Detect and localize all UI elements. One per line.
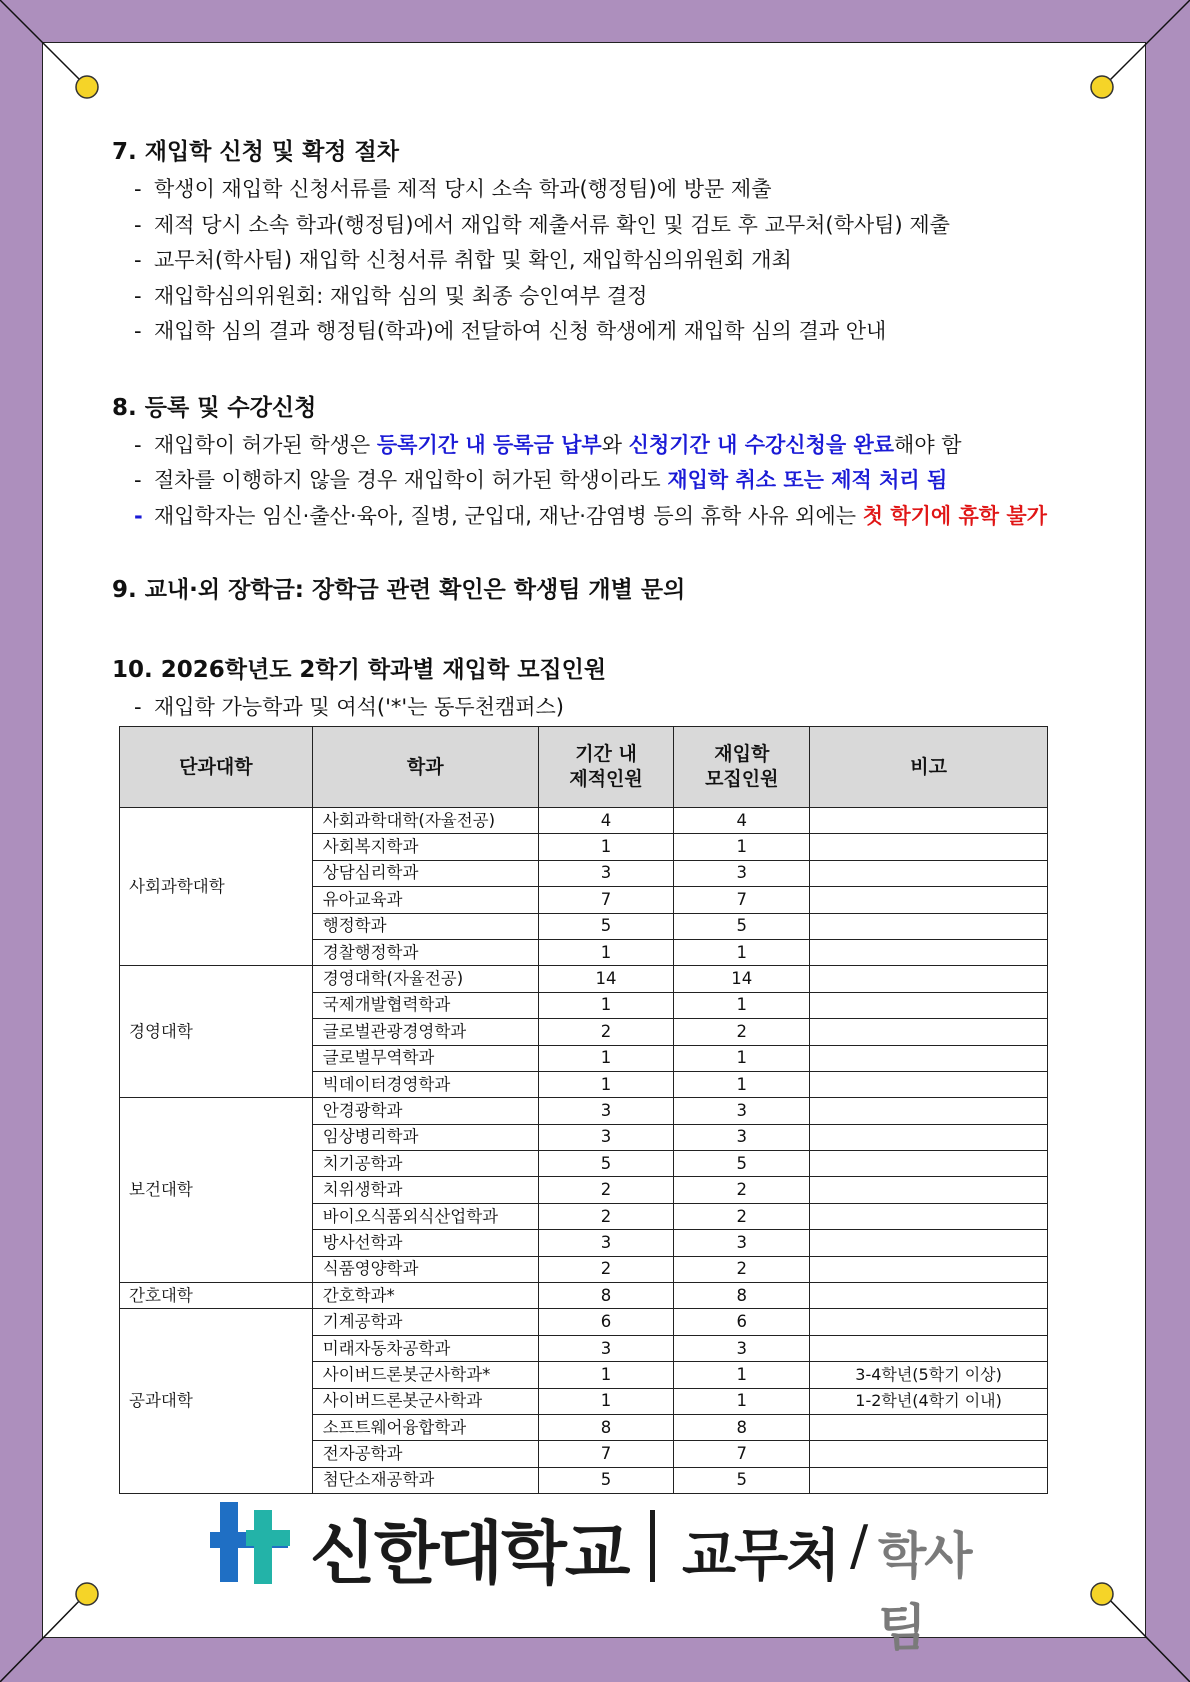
list-item: - 절차를 이행하지 않을 경우 재입학이 허가된 학생이라도 재입학 취소 또는 제적 처리 됨 — [134, 468, 948, 492]
list-item: - 재입학심의위원회: 재입학 심의 및 최종 승인여부 결정 — [134, 283, 648, 308]
enrolled-cell: 4 — [538, 808, 674, 834]
note-cell — [810, 1230, 1048, 1256]
dept-cell: 방사선학과 — [312, 1230, 538, 1256]
dept-cell: 사이버드론봇군사학과* — [312, 1362, 538, 1388]
quota-cell: 3 — [674, 1335, 810, 1361]
dept-cell: 전자공학과 — [312, 1441, 538, 1467]
college-cell: 경영대학 — [120, 966, 313, 1098]
dept-cell: 글로벌관광경영학과 — [312, 1019, 538, 1045]
dept-cell: 치위생학과 — [312, 1177, 538, 1203]
logo-divider — [650, 1510, 655, 1582]
dept-cell: 글로벌무역학과 — [312, 1045, 538, 1071]
enrolled-cell: 3 — [538, 1098, 674, 1124]
dept-cell: 사이버드론봇군사학과 — [312, 1388, 538, 1414]
note-cell — [810, 1309, 1048, 1335]
table-header-row — [120, 727, 1048, 808]
university-emblem-icon — [210, 1500, 290, 1586]
dept-cell: 유아교육과 — [312, 887, 538, 913]
office-name: 교무처 — [682, 1524, 839, 1589]
note-cell — [810, 992, 1048, 1018]
college-cell: 사회과학대학 — [120, 808, 313, 966]
section-8-title: 8. 등록 및 수강신청 — [112, 394, 317, 421]
quota-cell: 5 — [674, 913, 810, 939]
quota-cell: 7 — [674, 887, 810, 913]
quota-cell: 1 — [674, 992, 810, 1018]
table-row — [120, 966, 1048, 992]
quota-cell: 3 — [674, 860, 810, 886]
dept-cell: 치기공학과 — [312, 1151, 538, 1177]
document-content — [112, 132, 1072, 726]
quota-cell: 1 — [674, 1362, 810, 1388]
enrolled-cell: 2 — [538, 1019, 674, 1045]
note-cell — [810, 1203, 1048, 1229]
dept-cell: 임상병리학과 — [312, 1124, 538, 1150]
note-cell — [810, 939, 1048, 965]
section-10 — [112, 650, 1072, 726]
enrolled-cell: 1 — [538, 1045, 674, 1071]
quota-cell: 3 — [674, 1124, 810, 1150]
note-cell — [810, 966, 1048, 992]
enrolled-cell: 7 — [538, 887, 674, 913]
quota-cell: 1 — [674, 1071, 810, 1097]
section-8 — [112, 388, 1072, 535]
enrolled-cell: 5 — [538, 913, 674, 939]
dept-cell: 간호학과* — [312, 1283, 538, 1309]
dept-cell: 안경광학과 — [312, 1098, 538, 1124]
note-cell: 3-4학년(5학기 이상) — [810, 1362, 1048, 1388]
enrolled-cell: 3 — [538, 1335, 674, 1361]
header-quota: 재입학 모집인원 — [674, 727, 810, 808]
quota-cell: 2 — [674, 1203, 810, 1229]
list-item: - 제적 당시 소속 학과(행정팀)에서 재입학 제출서류 확인 및 검토 후 교무처(학사팀) 제출 — [134, 212, 950, 237]
note-cell — [810, 913, 1048, 939]
list-item: - 학생이 재입학 신청서류를 제적 당시 소속 학과(행정팀)에 방문 제출 — [134, 177, 772, 201]
dept-cell: 미래자동차공학과 — [312, 1335, 538, 1361]
enrolled-cell: 1 — [538, 992, 674, 1018]
note-cell — [810, 1177, 1048, 1203]
section-7-title: 7. 재입학 신청 및 확정 절차 — [112, 139, 399, 165]
list-item: - 교무처(학사팀) 재입학 신청서류 취합 및 확인, 재입학심의위원회 개최 — [134, 248, 792, 272]
enrolled-cell: 2 — [538, 1203, 674, 1229]
college-cell: 보건대학 — [120, 1098, 313, 1283]
note-cell — [810, 1414, 1048, 1440]
team-name: 학사팀 — [878, 1527, 971, 1657]
note-cell — [810, 1019, 1048, 1045]
section-9 — [112, 570, 1072, 610]
quota-cell: 4 — [674, 808, 810, 834]
section-9-title: 9. 교내·외 장학금: 장학금 관련 확인은 학생팀 개별 문의 — [112, 577, 686, 603]
section-7 — [112, 132, 1072, 350]
table-row — [120, 1283, 1048, 1309]
emphasis-text: 등록기간 내 등록금 납부 — [376, 432, 602, 457]
enrolled-cell: 1 — [538, 939, 674, 965]
footer-logo — [210, 1500, 1010, 1657]
quota-cell: 6 — [674, 1309, 810, 1335]
dept-cell: 경영대학(자율전공) — [312, 966, 538, 992]
header-dept: 학과 — [312, 727, 538, 808]
dept-cell: 식품영양학과 — [312, 1256, 538, 1282]
list-item: - 재입학 심의 결과 행정팀(학과)에 전달하여 신청 학생에게 재입학 심의 결과 안내 — [134, 319, 887, 343]
enrolled-cell: 1 — [538, 1362, 674, 1388]
dept-cell: 경찰행정학과 — [312, 939, 538, 965]
dept-cell: 상담심리학과 — [312, 860, 538, 886]
dept-cell: 행정학과 — [312, 913, 538, 939]
table-body — [120, 808, 1048, 1494]
dept-cell: 국제개발협력학과 — [312, 992, 538, 1018]
college-cell: 공과대학 — [120, 1309, 313, 1494]
readmission-quota-table — [119, 726, 1048, 1494]
note-cell — [810, 808, 1048, 834]
quota-cell: 1 — [674, 939, 810, 965]
enrolled-cell: 2 — [538, 1256, 674, 1282]
list-item: - 재입학자는 임신·출산·육아, 질병, 군입대, 재난·감염병 등의 휴학 사유 외에는 첫 학기에 휴학 불가 — [134, 503, 1047, 528]
note-cell — [810, 1098, 1048, 1124]
enrolled-cell: 2 — [538, 1177, 674, 1203]
note-cell — [810, 887, 1048, 913]
quota-cell: 1 — [674, 834, 810, 860]
note-cell — [810, 834, 1048, 860]
table-row — [120, 1309, 1048, 1335]
quota-cell: 1 — [674, 1045, 810, 1071]
dept-cell: 첨단소재공학과 — [312, 1467, 538, 1493]
note-cell — [810, 1151, 1048, 1177]
university-name: 신한대학교 — [310, 1515, 629, 1594]
enrolled-cell: 1 — [538, 1388, 674, 1414]
list-item: - 재입학이 허가된 학생은 등록기간 내 등록금 납부와 신청기간 내 수강신청을 완료해야 함 — [134, 432, 962, 457]
quota-cell: 2 — [674, 1177, 810, 1203]
quota-cell: 2 — [674, 1256, 810, 1282]
note-cell — [810, 1283, 1048, 1309]
dept-cell: 소프트웨어융합학과 — [312, 1414, 538, 1440]
note-cell — [810, 1045, 1048, 1071]
enrolled-cell: 7 — [538, 1441, 674, 1467]
enrolled-cell: 8 — [538, 1414, 674, 1440]
emphasis-text: 재입학 취소 또는 제적 처리 됨 — [667, 468, 948, 492]
quota-cell: 7 — [674, 1441, 810, 1467]
dept-cell: 기계공학과 — [312, 1309, 538, 1335]
note-cell — [810, 1467, 1048, 1493]
note-cell: 1-2학년(4학기 이내) — [810, 1388, 1048, 1414]
enrolled-cell: 3 — [538, 860, 674, 886]
quota-cell: 2 — [674, 1019, 810, 1045]
enrolled-cell: 6 — [538, 1309, 674, 1335]
dept-cell: 사회복지학과 — [312, 834, 538, 860]
quota-cell: 3 — [674, 1098, 810, 1124]
note-cell — [810, 1441, 1048, 1467]
dept-cell: 바이오식품외식산업학과 — [312, 1203, 538, 1229]
quota-cell: 1 — [674, 1388, 810, 1414]
enrolled-cell: 5 — [538, 1151, 674, 1177]
quota-cell: 3 — [674, 1230, 810, 1256]
quota-cell: 5 — [674, 1467, 810, 1493]
warning-text: 첫 학기에 휴학 불가 — [862, 503, 1047, 528]
enrolled-cell: 8 — [538, 1283, 674, 1309]
quota-cell: 8 — [674, 1283, 810, 1309]
dept-cell: 사회과학대학(자율전공) — [312, 808, 538, 834]
logo-slash: / — [850, 1514, 869, 1577]
note-cell — [810, 860, 1048, 886]
quota-cell: 8 — [674, 1414, 810, 1440]
enrolled-cell: 3 — [538, 1124, 674, 1150]
note-cell — [810, 1071, 1048, 1097]
enrolled-cell: 1 — [538, 1071, 674, 1097]
table-row — [120, 808, 1048, 834]
emphasis-text: 신청기간 내 수강신청을 완료 — [628, 432, 895, 457]
list-item: - 재입학 가능학과 및 여석('*'는 동두천캠퍼스) — [134, 695, 564, 719]
quota-cell: 14 — [674, 966, 810, 992]
college-cell: 간호대학 — [120, 1283, 313, 1309]
header-enrolled: 기간 내 제적인원 — [538, 727, 674, 808]
note-cell — [810, 1335, 1048, 1361]
table-row — [120, 1098, 1048, 1124]
quota-cell: 5 — [674, 1151, 810, 1177]
header-note: 비고 — [810, 727, 1048, 808]
header-college: 단과대학 — [120, 727, 313, 808]
note-cell — [810, 1124, 1048, 1150]
enrolled-cell: 14 — [538, 966, 674, 992]
enrolled-cell: 1 — [538, 834, 674, 860]
enrolled-cell: 3 — [538, 1230, 674, 1256]
note-cell — [810, 1256, 1048, 1282]
enrolled-cell: 5 — [538, 1467, 674, 1493]
dept-cell: 빅데이터경영학과 — [312, 1071, 538, 1097]
section-10-title: 10. 2026학년도 2학기 학과별 재입학 모집인원 — [112, 657, 607, 683]
